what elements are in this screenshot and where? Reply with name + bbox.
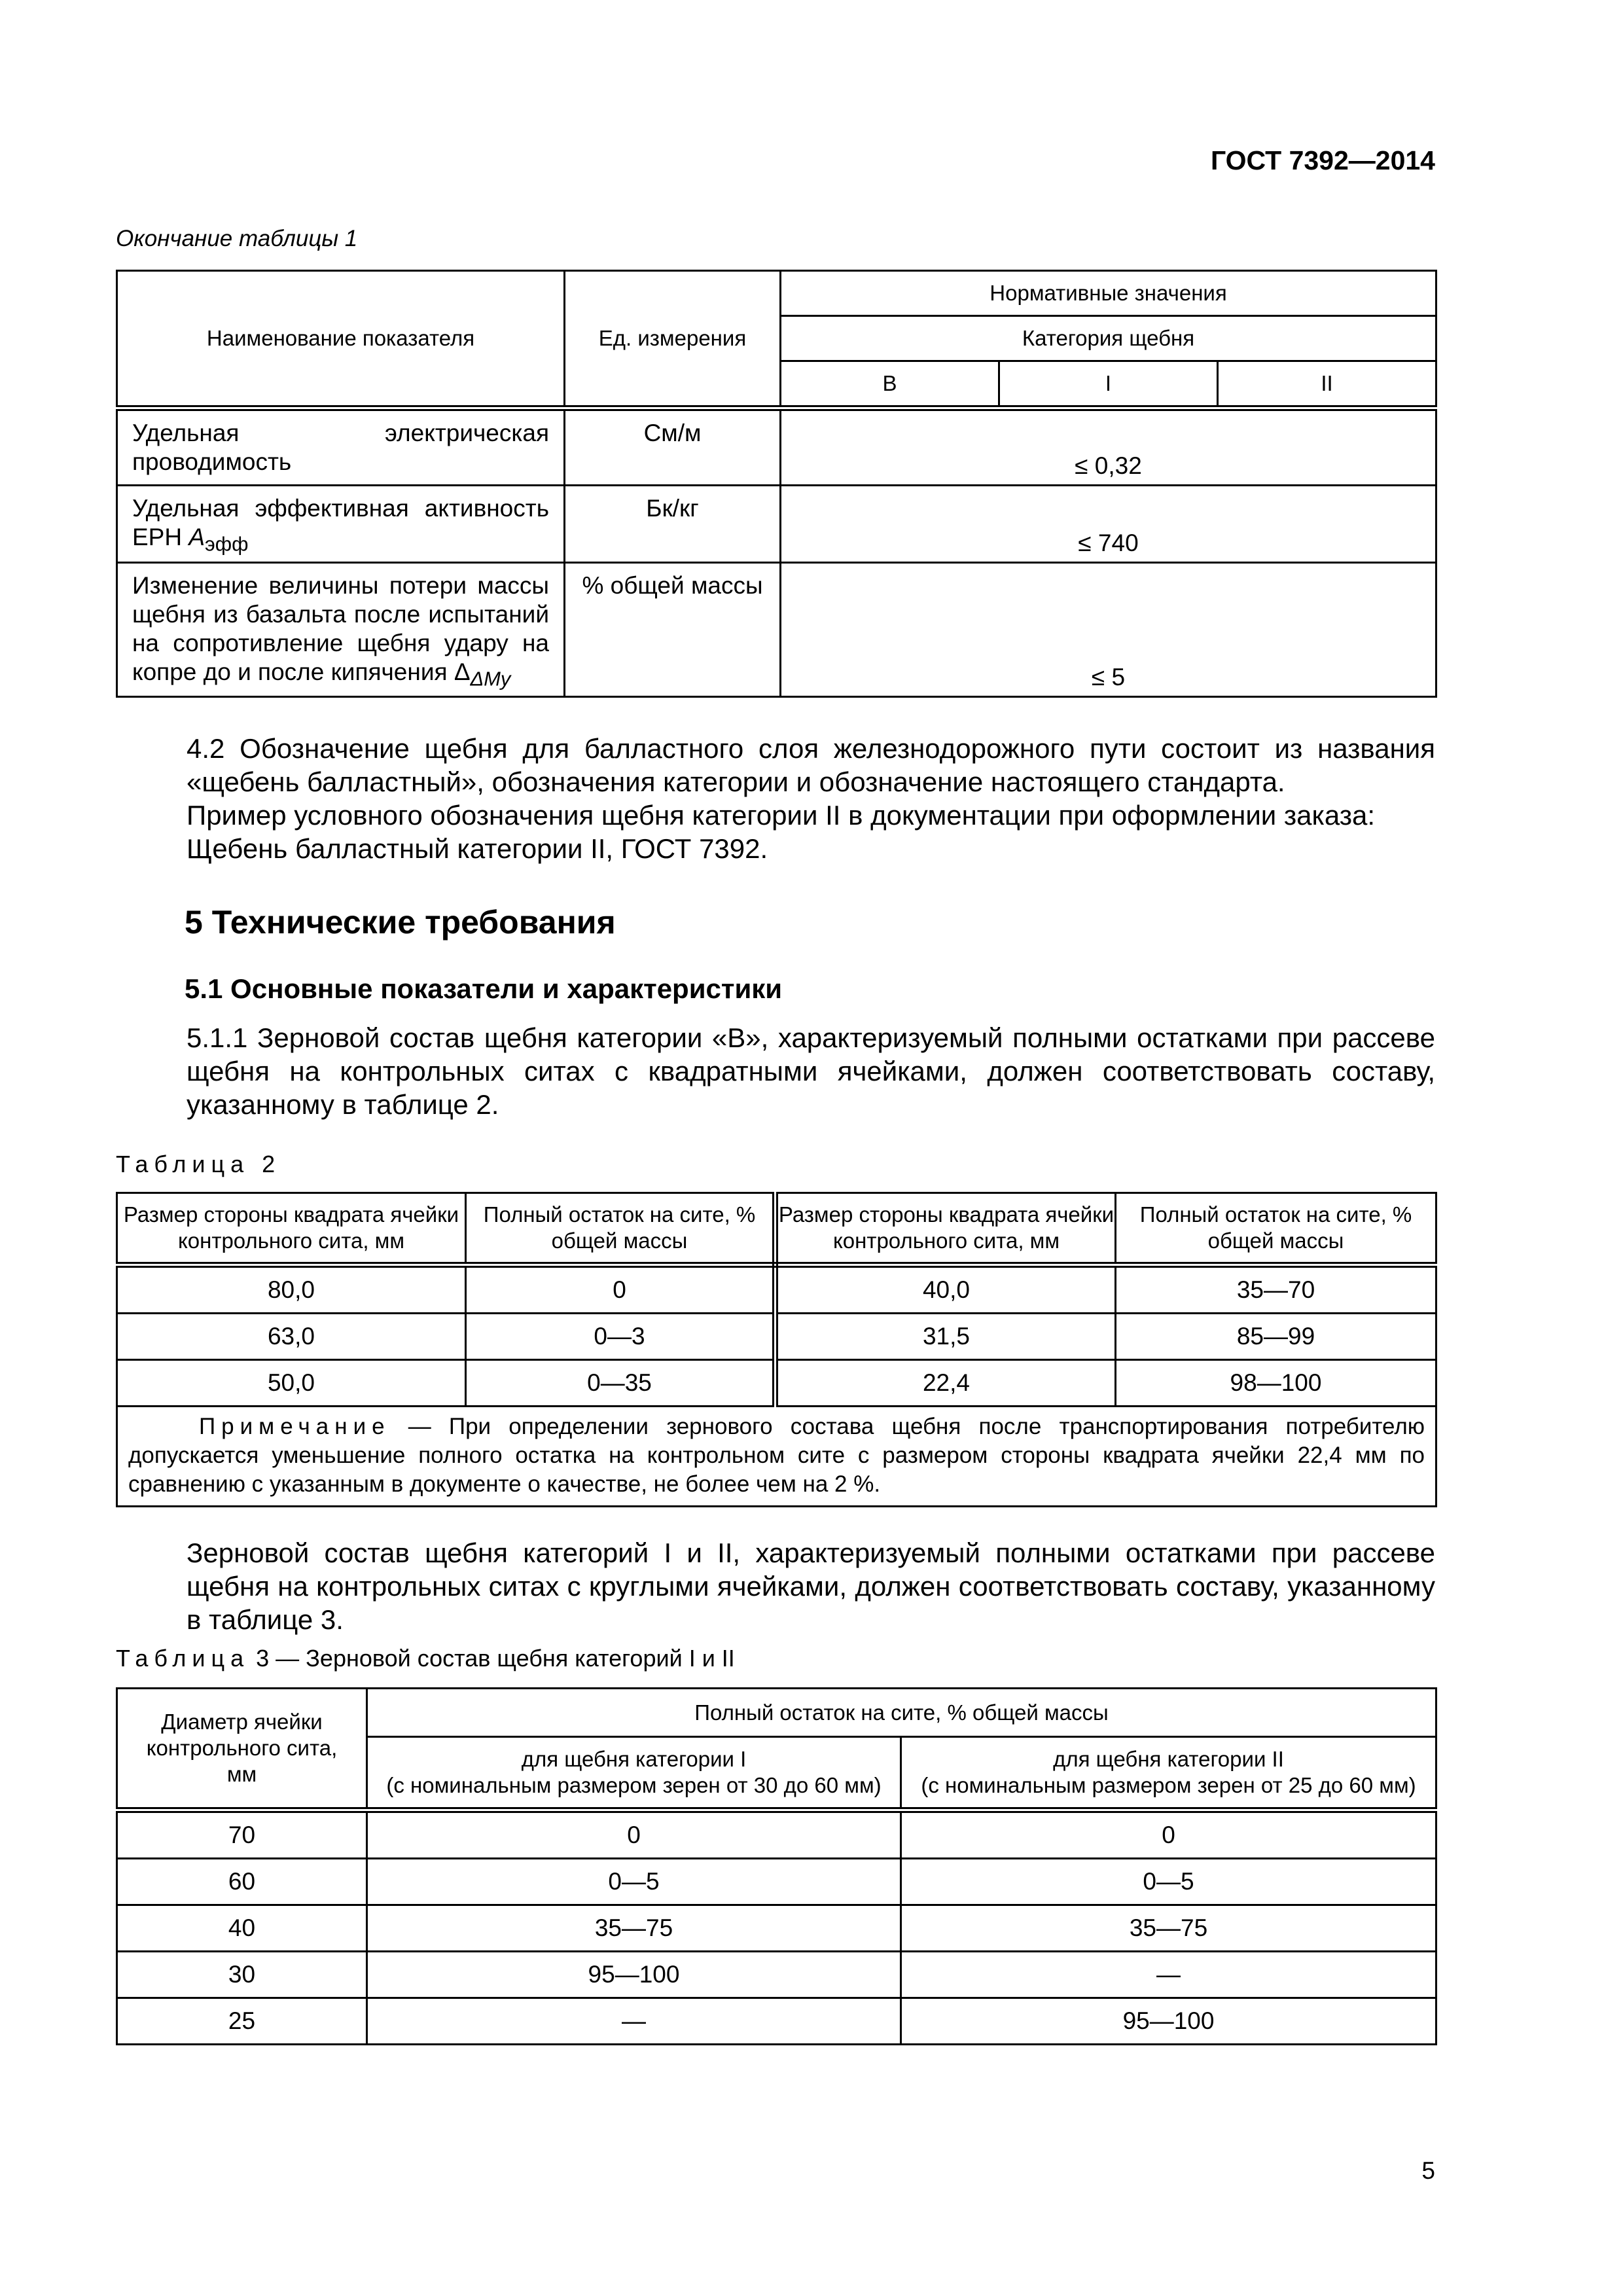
table-row — [117, 1952, 1436, 1998]
table-cell: 35—75 — [901, 1905, 1436, 1952]
table-row — [117, 1810, 1436, 1859]
table1-continuation-caption: Окончание таблицы 1 — [116, 226, 358, 251]
table-cell: 0—35 — [466, 1360, 776, 1407]
table1-row-value: ≤ 740 — [781, 486, 1436, 563]
table-cell: 40,0 — [776, 1265, 1116, 1314]
table2-header-sieve-1: Размер стороны квадрата ячейки контрольного сита, мм — [117, 1193, 466, 1265]
table-cell: 0 — [466, 1265, 776, 1314]
table-cell: 30 — [117, 1952, 367, 1998]
table3-header-residue: Полный остаток на сите, % общей массы — [367, 1689, 1436, 1737]
table1-row-name-text: Удельная эффективная активность ЕРН — [132, 495, 549, 550]
table-row — [117, 486, 1436, 563]
section-4-2 — [116, 732, 1435, 865]
table3-header-category-2 — [901, 1737, 1436, 1810]
table2-caption: Таблица 2 — [116, 1151, 281, 1177]
table1-row-value: ≤ 5 — [781, 563, 1436, 697]
table-cell: 85—99 — [1116, 1314, 1436, 1360]
table2-header-sieve-2: Размер стороны квадрата ячейки контрольного сита, мм — [776, 1193, 1116, 1265]
table-cell: 63,0 — [117, 1314, 466, 1360]
example-designation: Щебень балластный категории II, ГОСТ 7392. — [187, 833, 768, 864]
table1-header-unit: Ед. измерения — [565, 271, 781, 408]
table-row — [117, 563, 1436, 697]
table1 — [116, 270, 1437, 698]
table-row — [117, 1859, 1436, 1905]
table2-note-label: Примечание — [199, 1414, 391, 1439]
table-row — [117, 408, 1436, 486]
table1-row-unit: Бк/кг — [565, 486, 781, 563]
section-5-heading: 5 Технические требования — [185, 904, 616, 941]
table-row — [117, 1314, 1436, 1360]
table-row — [117, 1998, 1436, 2045]
table1-row-name — [117, 563, 565, 697]
paragraph-table3-intro-block — [116, 1536, 1435, 1636]
table-cell: 0 — [901, 1810, 1436, 1859]
table-cell: 95—100 — [367, 1952, 901, 1998]
table-cell: 70 — [117, 1810, 367, 1859]
table-cell: 35—75 — [367, 1905, 901, 1952]
table1-row-name-subscript: эфф — [205, 532, 249, 556]
table-cell: 98—100 — [1116, 1360, 1436, 1407]
table3-caption — [116, 1645, 735, 1672]
example-intro: Пример условного обозначения щебня категории II в документации при оформлении заказа: — [187, 800, 1376, 831]
table1-header-category-1: I — [999, 361, 1218, 408]
table-row — [117, 1360, 1436, 1407]
table1-row-name-text: Изменение величины потери массы щебня из базальта после испытаний на сопротивление щебня удару на копре до и после кипячения — [132, 572, 549, 685]
table2-header-residue-2: Полный остаток на сите, % общей массы — [1116, 1193, 1436, 1265]
table2 — [116, 1192, 1437, 1507]
table-cell: 0—5 — [901, 1859, 1436, 1905]
paragraph-table3-intro: Зерновой состав щебня категорий I и II, характеризуемый полными остатками при рассеве щебня на контрольных ситах с круглыми ячейками, должен соответствовать составу, указанному в таблице 3. — [187, 1537, 1435, 1635]
table2-note-text: — При определении зернового состава щебня после транспортирования потребителю допускается уменьшение полного остатка на контрольном сите с размером стороны квадрата ячейки 22,4 мм по сравнению с указанным в документе о качестве, не более чем на 2 %. — [128, 1414, 1425, 1497]
standard-code-header: ГОСТ 7392—2014 — [1210, 145, 1435, 175]
table1-header-category-b: В — [781, 361, 999, 408]
table-cell: 95—100 — [901, 1998, 1436, 2045]
table2-note — [117, 1407, 1436, 1507]
table-cell: 35—70 — [1116, 1265, 1436, 1314]
table3-header-category-1 — [367, 1737, 901, 1810]
table-cell: 80,0 — [117, 1265, 466, 1314]
table-cell: — — [901, 1952, 1436, 1998]
paragraph-4-2: 4.2 Обозначение щебня для балластного слоя железнодорожного пути состоит из названия «щебень балластный», обозначения категории и обозначение настоящего стандарта. — [187, 733, 1435, 797]
table1-header-category-2: II — [1218, 361, 1436, 408]
table-cell: — — [367, 1998, 901, 2045]
table-cell: 40 — [117, 1905, 367, 1952]
table1-row-name-symbol: A — [188, 524, 205, 550]
table-cell: 60 — [117, 1859, 367, 1905]
table3-caption-title: 3 — Зерновой состав щебня категорий I и II — [249, 1645, 735, 1672]
section-5-1-heading: 5.1 Основные показатели и характеристики — [185, 973, 783, 1004]
table3-header-category-1-title: для щебня категории I — [521, 1747, 747, 1771]
table-cell: 22,4 — [776, 1360, 1116, 1407]
table1-header-name: Наименование показателя — [117, 271, 565, 408]
table-row — [117, 1905, 1436, 1952]
table-cell: 0—5 — [367, 1859, 901, 1905]
table3-header-category-1-size: (с номинальным размером зерен от 30 до 60 мм) — [386, 1773, 882, 1797]
table-cell: 31,5 — [776, 1314, 1116, 1360]
table1-row-unit: % общей массы — [565, 563, 781, 697]
table-cell: 0—3 — [466, 1314, 776, 1360]
table1-row-unit: См/м — [565, 408, 781, 486]
table-cell: 0 — [367, 1810, 901, 1859]
table-row — [117, 1265, 1436, 1314]
table3-caption-label: Таблица — [116, 1645, 250, 1672]
table1-row-value: ≤ 0,32 — [781, 408, 1436, 486]
table-cell: 25 — [117, 1998, 367, 2045]
table3-header-category-2-size: (с номинальным размером зерен от 25 до 60 мм) — [921, 1773, 1416, 1797]
table1-header-category: Категория щебня — [781, 316, 1436, 361]
table1-row-name-symbol: Δ — [454, 658, 471, 685]
table1-row-name — [117, 486, 565, 563]
page-number: 5 — [1421, 2157, 1435, 2184]
table2-header-residue-1: Полный остаток на сите, % общей массы — [466, 1193, 776, 1265]
paragraph-5-1-1-block — [116, 1021, 1435, 1121]
table-cell: 50,0 — [117, 1360, 466, 1407]
table1-row-name: Удельная электрическая проводимость — [117, 408, 565, 486]
table1-header-normative: Нормативные значения — [781, 271, 1436, 316]
table3-header-category-2-title: для щебня категории II — [1053, 1747, 1284, 1771]
table1-row-name-subscript: ΔMy — [470, 667, 511, 691]
table3-header-diameter: Диаметр ячейки контрольного сита, мм — [117, 1689, 367, 1810]
paragraph-5-1-1: 5.1.1 Зерновой состав щебня категории «В», характеризуемый полными остатками при рассеве щебня на контрольных ситах с квадратными ячейками, должен соответствовать составу, указанному в таблице 2. — [187, 1022, 1435, 1120]
table3 — [116, 1687, 1437, 2045]
